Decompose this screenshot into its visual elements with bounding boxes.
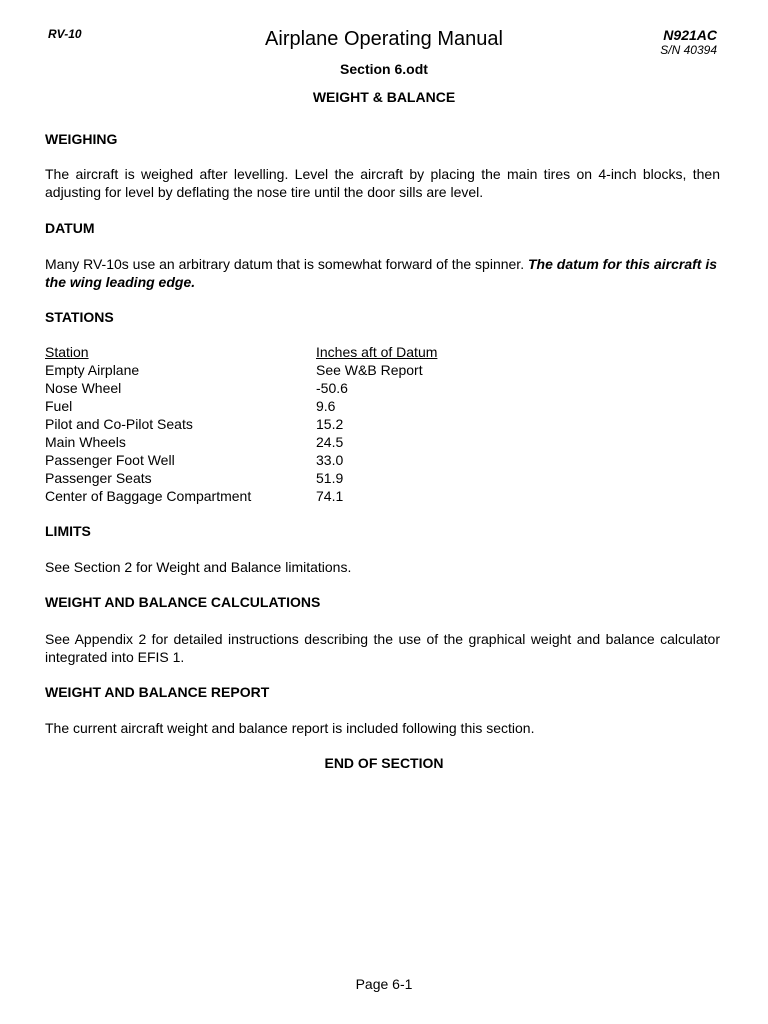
column-header-station: Station — [45, 344, 89, 360]
datum-text: Many RV-10s use an arbitrary datum that is somewhat forward of the spinner. — [45, 256, 528, 272]
station-name: Nose Wheel — [45, 380, 122, 396]
table-row — [45, 487, 437, 505]
end-of-section: END OF SECTION — [324, 755, 444, 771]
header-serial-number: S/N 40394 — [660, 43, 717, 57]
table-row — [45, 379, 437, 397]
station-value: 74.1 — [316, 488, 344, 504]
heading-datum: DATUM — [45, 220, 95, 236]
station-name: Center of Baggage Compartment — [45, 488, 252, 504]
section-title: WEIGHT & BALANCE — [312, 89, 456, 105]
heading-weighing: WEIGHING — [45, 131, 118, 147]
paragraph-datum — [45, 255, 720, 291]
table-row — [45, 469, 437, 487]
section-label: Section 6.odt — [340, 61, 428, 77]
column-header-inches: Inches aft of Datum — [316, 344, 438, 360]
datum-emphasis: The datum for this aircraft is the wing leading edge. — [45, 256, 718, 290]
heading-report: WEIGHT AND BALANCE REPORT — [45, 684, 270, 700]
station-value: -50.6 — [316, 380, 348, 396]
station-value: 33.0 — [316, 452, 344, 468]
stations-table — [45, 343, 437, 505]
paragraph-report: The current aircraft weight and balance report is included following this section. — [45, 720, 535, 736]
table-row — [45, 451, 437, 469]
station-value: 24.5 — [316, 434, 344, 450]
header-aircraft-type: RV-10 — [48, 27, 82, 41]
table-row — [45, 433, 437, 451]
paragraph-limits: See Section 2 for Weight and Balance limitations. — [45, 559, 352, 575]
station-value: 51.9 — [316, 470, 344, 486]
station-name: Pilot and Co-Pilot Seats — [45, 416, 193, 432]
paragraph-weighing: The aircraft is weighed after levelling. Level the aircraft by placing the main tires on 4-inch blocks, then adjusting for level by deflating the nose tire until the door sills are level. — [45, 166, 720, 200]
station-name: Passenger Foot Well — [45, 452, 175, 468]
heading-limits: LIMITS — [45, 523, 91, 539]
page-number: Page 6-1 — [355, 976, 413, 992]
table-row — [45, 415, 437, 433]
table-row — [45, 361, 437, 379]
stations-header-row — [45, 343, 437, 361]
station-value: See W&B Report — [316, 362, 423, 378]
heading-calculations: WEIGHT AND BALANCE CALCULATIONS — [45, 594, 321, 610]
heading-stations: STATIONS — [45, 309, 114, 325]
station-value: 9.6 — [316, 398, 336, 414]
paragraph-calculations: See Appendix 2 for detailed instructions describing the use of the graphical weight and balance calculator integrated into EFIS 1. — [45, 631, 720, 665]
station-name: Passenger Seats — [45, 470, 152, 486]
station-name: Empty Airplane — [45, 362, 140, 378]
station-name: Main Wheels — [45, 434, 126, 450]
header-right-block — [600, 27, 717, 57]
station-name: Fuel — [45, 398, 73, 414]
table-row — [45, 397, 437, 415]
document-title: Airplane Operating Manual — [265, 28, 503, 50]
station-value: 15.2 — [316, 416, 344, 432]
header-registration: N921AC — [663, 27, 717, 43]
